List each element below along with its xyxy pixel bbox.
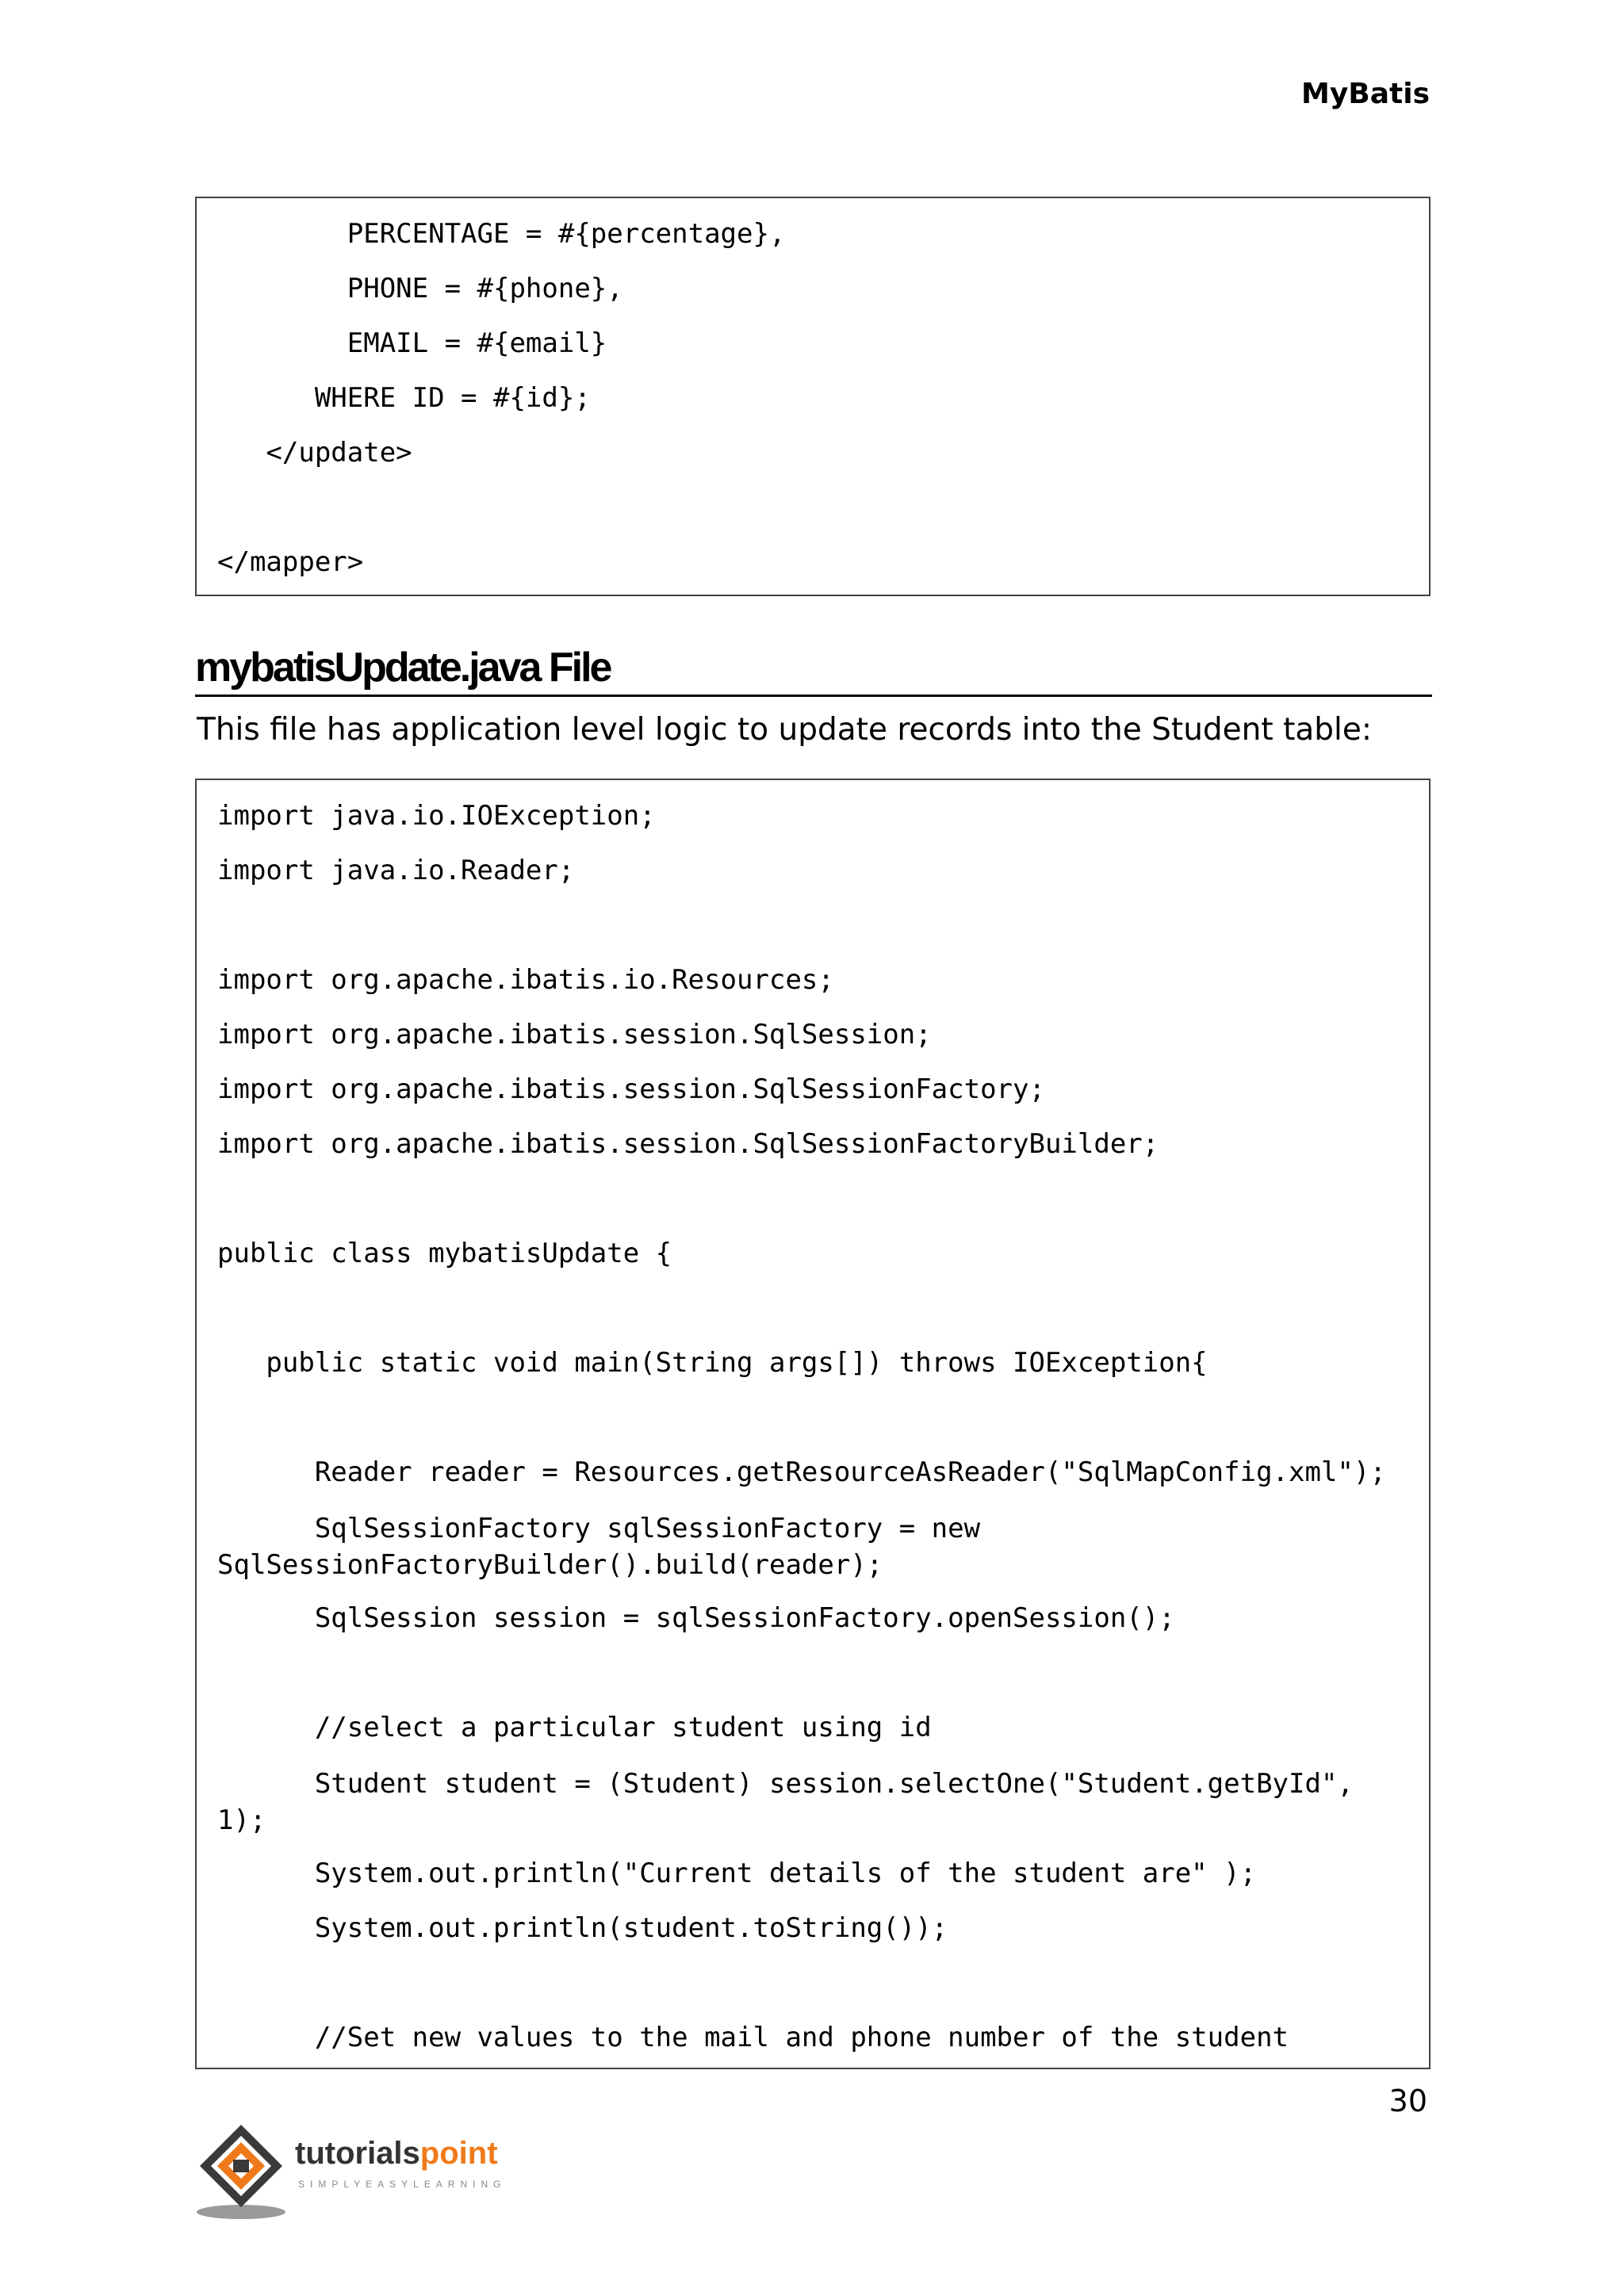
code-line <box>217 1966 1429 1999</box>
code-line: </update> <box>217 437 412 469</box>
code-line: Reader reader = Resources.getResourceAsReader("SqlMapConfig.xml"); <box>217 1456 1386 1488</box>
code-block-mapper-end <box>195 197 1431 596</box>
code-line <box>217 909 1429 942</box>
code-line: //select a particular student using id <box>217 1712 932 1743</box>
section-heading: mybatisUpdate.java File <box>195 644 1432 697</box>
code-line <box>217 491 1429 524</box>
running-header: MyBatis <box>1301 78 1430 110</box>
tutorialspoint-logo <box>193 2118 542 2221</box>
code-line: //Set new values to the mail and phone number of the student <box>217 2022 1289 2053</box>
code-line: SqlSession session = sqlSessionFactory.openSession(); <box>217 1602 1175 1634</box>
code-line: EMAIL = #{email} <box>217 327 607 359</box>
code-line: public static void main(String args[]) throws IOException{ <box>217 1347 1208 1379</box>
code-line: import java.io.IOException; <box>217 800 656 832</box>
code-line: PHONE = #{phone}, <box>217 273 623 304</box>
code-line <box>217 1401 1429 1434</box>
code-line: System.out.println("Current details of the student are" ); <box>217 1858 1257 1889</box>
code-line: System.out.println(student.toString()); <box>217 1912 948 1944</box>
code-line <box>217 1292 1429 1325</box>
code-line: import java.io.Reader; <box>217 855 575 886</box>
code-line: SqlSessionFactory sqlSessionFactory = new SqlSessionFactoryBuilder().build(reader); <box>217 1513 981 1581</box>
code-line: Student student = (Student) session.selectOne("Student.getById", 1); <box>217 1768 1354 1836</box>
code-line: import org.apache.ibatis.io.Resources; <box>217 964 834 996</box>
logo-wordmark <box>295 2136 498 2172</box>
code-line: PERCENTAGE = #{percentage}, <box>217 218 786 250</box>
code-line <box>217 1182 1429 1215</box>
page-number: 30 <box>1388 2084 1427 2118</box>
code-line <box>217 1656 1429 1689</box>
code-line: import org.apache.ibatis.session.SqlSessionFactory; <box>217 1073 1045 1105</box>
code-line: WHERE ID = #{id}; <box>217 382 591 414</box>
code-line: </mapper> <box>217 546 364 578</box>
logo-wordmark-part: tutorials <box>295 2136 420 2171</box>
code-line: public class mybatisUpdate { <box>217 1238 672 1269</box>
code-line: import org.apache.ibatis.session.SqlSessionFactoryBuilder; <box>217 1128 1159 1160</box>
logo-tagline: SIMPLYEASYLEARNING <box>298 2179 507 2190</box>
logo-wordmark-part: point <box>419 2136 498 2171</box>
code-line: import org.apache.ibatis.session.SqlSession; <box>217 1019 932 1050</box>
code-block-mybatis-update <box>195 779 1431 2069</box>
logo-emblem-icon <box>193 2118 297 2221</box>
section-intro-text: This file has application level logic to update records into the Student table: <box>197 712 1372 748</box>
